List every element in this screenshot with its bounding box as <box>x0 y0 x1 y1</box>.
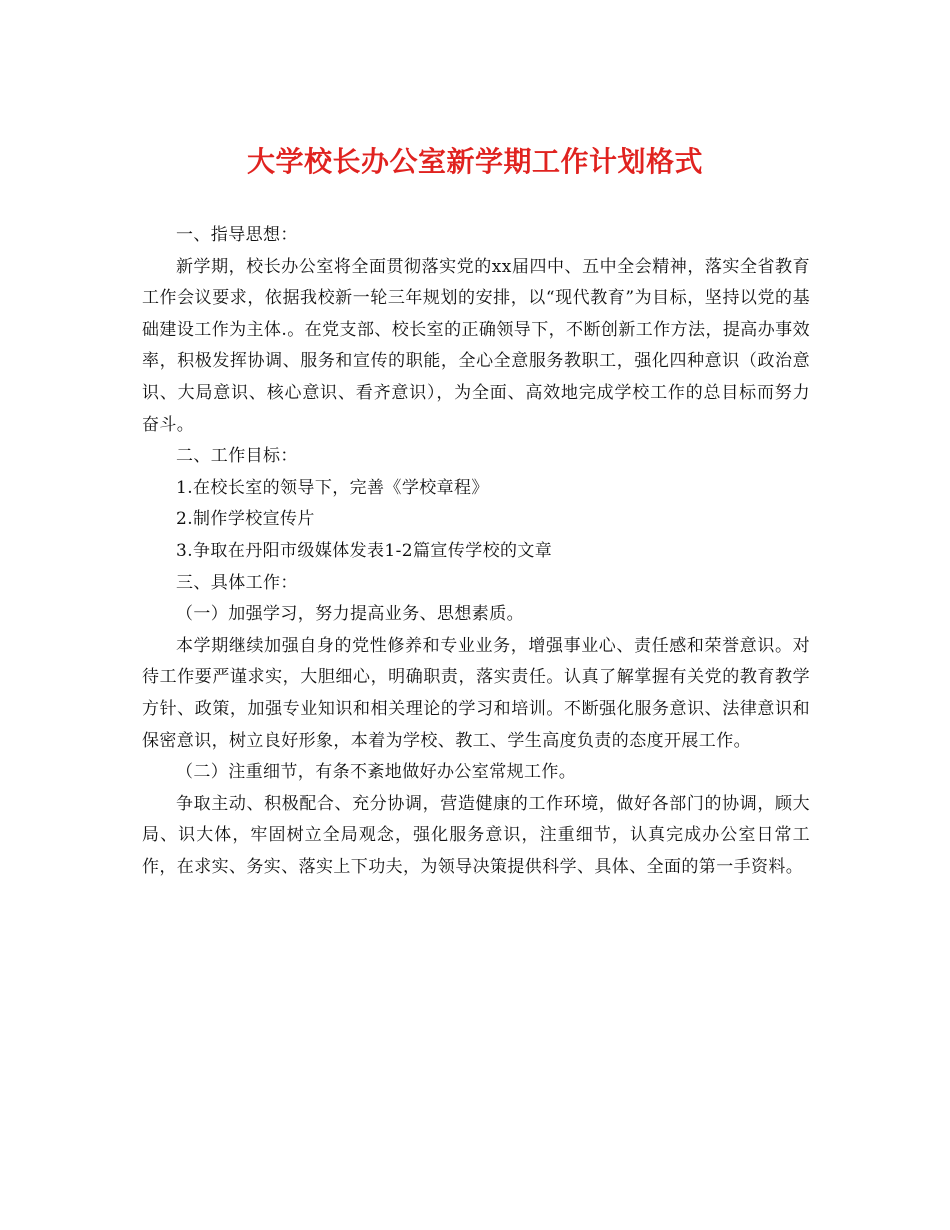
subheading-strengthen-study: （一）加强学习，努力提高业务、思想素质。 <box>176 604 524 625</box>
section-heading-specific-work: 三、具体工作： <box>176 572 298 593</box>
section-heading-guiding-ideology: 一、指导思想： <box>176 225 298 245</box>
paragraph-strengthen-study: 本学期继续加强自身的党性修养和专业业务，增强事业心、责任感和荣誉意识。对待工作要严谨求实，大胆细心，明确职责，落实责任。认真了解掌握有关党的教育教学方针、政策，加强专业知识和相关理论的学习和培训。不断强化服务意识、法律意识和保密意识，树立良好形象，本着为学校、教工、学生高度负责的态度开展工作。 <box>142 635 810 751</box>
paragraph-attention-to-detail: 争取主动、积极配合、充分协调，营造健康的工作环境，做好各部门的协调，顾大局、识大体，牢固树立全局观念，强化服务意识，注重细节，认真完成办公室日常工作，在求实、务实、落实上下功夫，为领导决策提供科学、具体、全面的第一手资料。 <box>142 793 810 877</box>
goal-item-3: 3.争取在丹阳市级媒体发表1-2篇宣传学校的文章 <box>176 540 553 561</box>
document-body <box>142 220 810 883</box>
subheading-attention-to-detail: （二）注重细节，有条不紊地做好办公室常规工作。 <box>176 762 577 783</box>
paragraph-guiding-ideology: 新学期，校长办公室将全面贯彻落实党的xx届四中、五中全会精神，落实全省教育工作会议要求，依据我校新一轮三年规划的安排，以“现代教育”为目标，坚持以党的基础建设工作为主体.。在党支部、校长室的正确领导下，不断创新工作方法，提高办事效率，积极发挥协调、服务和宣传的职能，全心全意服务教职工，强化四种意识（政治意识、大局意识、核心意识、看齐意识），为全面、高效地完成学校工作的总目标而努力奋斗。 <box>142 256 810 435</box>
goal-item-1: 1.在校长室的领导下，完善《学校章程》 <box>176 477 489 498</box>
section-heading-work-goals: 二、工作目标： <box>176 446 298 467</box>
goal-item-2: 2.制作学校宣传片 <box>176 509 315 530</box>
document-title: 大学校长办公室新学期工作计划格式 <box>246 145 703 178</box>
